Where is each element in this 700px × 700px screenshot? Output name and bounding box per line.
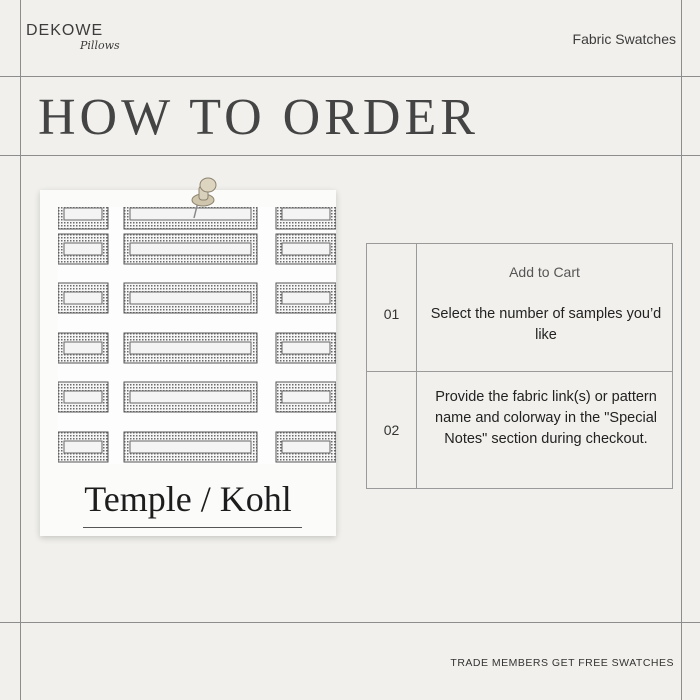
- trade-members-note[interactable]: TRADE MEMBERS GET FREE SWATCHES: [450, 657, 674, 669]
- step-text: Select the number of samples you’d like: [430, 306, 662, 343]
- grid-line-top: [0, 76, 700, 77]
- header-right-label: Fabric Swatches: [572, 31, 676, 47]
- page-title: HOW TO ORDER: [38, 89, 479, 146]
- caption-underline: [83, 527, 302, 528]
- fabric-swatch-image: [58, 207, 336, 464]
- order-steps-table: [366, 243, 673, 489]
- grid-line-title-bottom: [0, 155, 700, 156]
- add-to-cart-label: Add to Cart: [509, 264, 580, 280]
- step-number: 02: [383, 422, 400, 438]
- steps-row-divider: [367, 371, 672, 372]
- steps-column-divider: [416, 244, 417, 488]
- brand-script: Pillows: [80, 39, 120, 52]
- brand-logo[interactable]: [26, 22, 120, 52]
- brand-name: DEKOWE: [26, 22, 104, 39]
- step-number: 01: [383, 306, 400, 322]
- grid-line-bottom: [0, 622, 700, 623]
- grid-line-left: [20, 0, 21, 700]
- grid-line-right: [681, 0, 682, 700]
- step-text: Provide the fabric link(s) or pattern name and colorway in the "Special Notes" section during checkout.: [435, 389, 657, 447]
- swatch-name: Temple / Kohl: [84, 479, 292, 519]
- pushpin-icon: [188, 176, 222, 224]
